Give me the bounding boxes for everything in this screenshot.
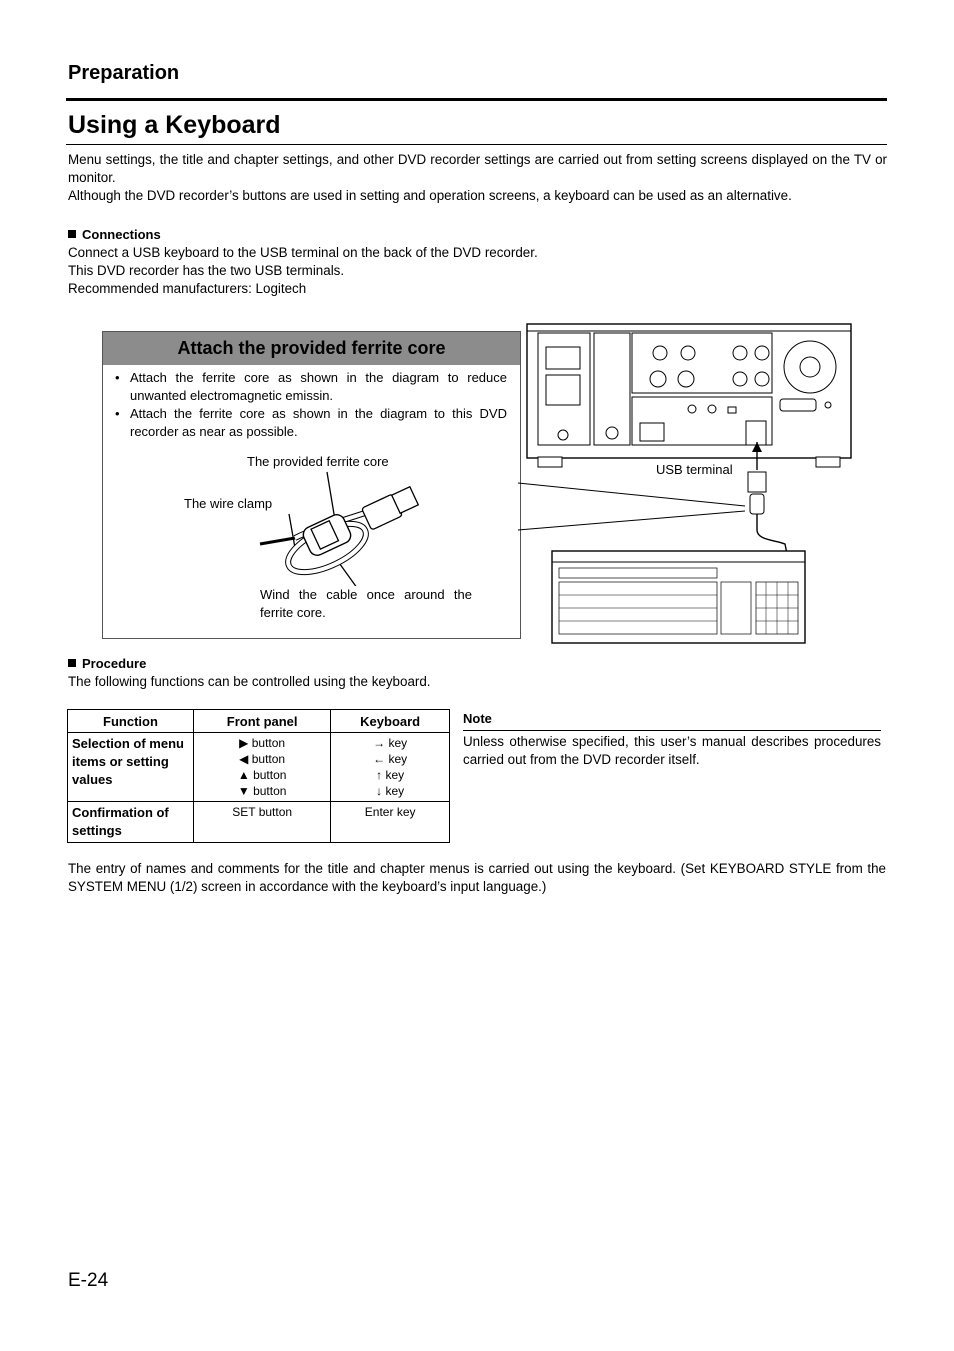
note-rule bbox=[463, 730, 881, 731]
page-title: Using a Keyboard bbox=[68, 111, 281, 139]
connections-text bbox=[68, 244, 538, 298]
ferrite-bullet: • Attach the ferrite core as shown in the diagram to reduce unwanted electromagnetic emissin. bbox=[113, 369, 507, 404]
page-number: E-24 bbox=[68, 1270, 109, 1291]
intro-paragraph: Menu settings, the title and chapter settings, and other DVD recorder settings are carried out from setting screens displayed on the TV or monitor. bbox=[68, 152, 887, 185]
ferrite-bullets bbox=[113, 369, 507, 441]
table-cell-keyboard: → key ← key ↑ key ↓ key bbox=[331, 733, 450, 802]
section-title: Preparation bbox=[68, 62, 180, 84]
table-row bbox=[68, 733, 450, 802]
connections-line: Connect a USB keyboard to the USB terminal on the back of the DVD recorder. bbox=[68, 245, 538, 260]
wire-clamp-caption: The wire clamp bbox=[184, 496, 273, 511]
table-cell-function: Confirmation of settings bbox=[68, 802, 194, 843]
table-header: Keyboard bbox=[331, 710, 450, 733]
table-row bbox=[68, 802, 450, 843]
connections-line: Recommended manufacturers: Logitech bbox=[68, 281, 307, 296]
usb-cable bbox=[735, 440, 805, 555]
procedure-heading: Procedure bbox=[68, 656, 146, 671]
table-cell-front-panel: SET button bbox=[194, 802, 331, 843]
connections-line: This DVD recorder has the two USB terminals. bbox=[68, 263, 345, 278]
usb-keyboard-illustration bbox=[551, 550, 806, 644]
square-bullet-icon bbox=[68, 230, 76, 238]
intro-paragraph: Although the DVD recorder’s buttons are used in setting and operation screens, a keyboard can be used as an alternative. bbox=[68, 188, 792, 203]
table-cell-front-panel: ▶ button ◀ button ▲ button ▼ button bbox=[194, 733, 331, 802]
zoom-connector-lines bbox=[515, 475, 745, 545]
table-header: Front panel bbox=[194, 710, 331, 733]
ferrite-core-illustration bbox=[255, 468, 425, 586]
procedure-text: The following functions can be controlled using the keyboard. bbox=[68, 674, 431, 689]
intro-text bbox=[68, 151, 887, 205]
ferrite-core-caption: The provided ferrite core bbox=[247, 454, 389, 469]
table-header-row bbox=[68, 710, 450, 733]
title-rule bbox=[66, 144, 887, 145]
ferrite-bullet: • Attach the ferrite core as shown in the diagram to this DVD recorder as near as possible. bbox=[113, 405, 507, 440]
ferrite-box-title: Attach the provided ferrite core bbox=[103, 332, 520, 365]
wind-caption: Wind the cable once around the ferrite core. bbox=[260, 587, 472, 620]
square-bullet-icon bbox=[68, 659, 76, 667]
usb-terminal-label: USB terminal bbox=[656, 462, 733, 477]
table-header: Function bbox=[68, 710, 194, 733]
function-table bbox=[67, 709, 450, 843]
keyboard-style-text: The entry of names and comments for the title and chapter menus is carried out using the keyboard. (Set KEYBOARD STYLE from the SYSTEM MENU (1/2) screen in accordance with the keyboard’s input language.) bbox=[68, 861, 886, 894]
header-rule bbox=[66, 98, 887, 101]
connections-heading: Connections bbox=[68, 227, 161, 242]
table-cell-function: Selection of menu items or setting values bbox=[68, 733, 194, 802]
table-cell-keyboard: Enter key bbox=[331, 802, 450, 843]
note-title: Note bbox=[463, 711, 492, 726]
note-text: Unless otherwise specified, this user’s manual describes procedures carried out from the DVD recorder itself. bbox=[463, 734, 881, 767]
